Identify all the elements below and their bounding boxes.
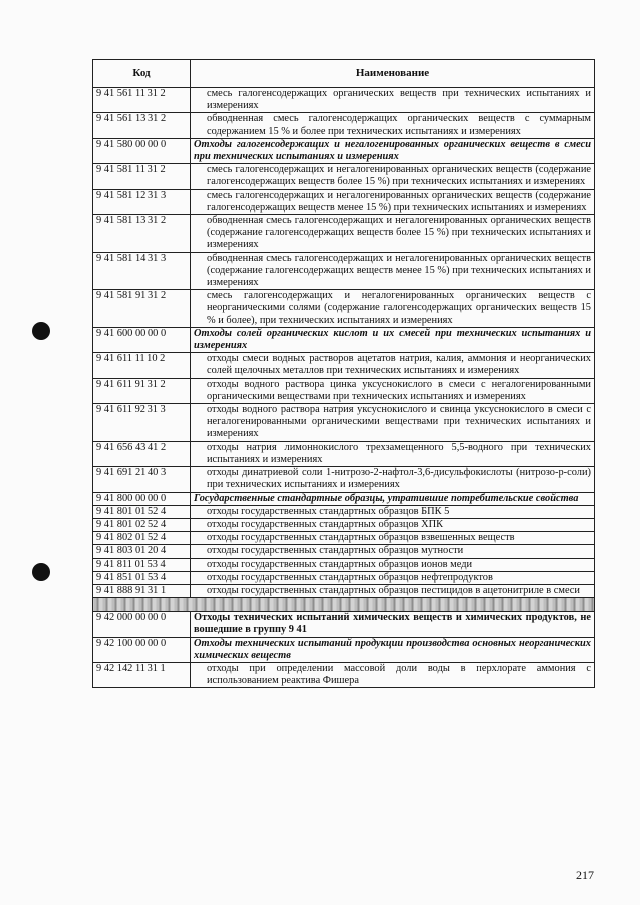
row-code: 9 41 561 11 31 2 bbox=[93, 88, 191, 113]
table-row bbox=[93, 545, 595, 558]
row-name: Отходы технических испытаний продукции производства основных неорганических химических веществ bbox=[191, 637, 595, 662]
row-code: 9 42 100 00 00 0 bbox=[93, 637, 191, 662]
row-code: 9 41 581 12 31 3 bbox=[93, 189, 191, 214]
scan-artifact-cell bbox=[93, 598, 595, 612]
page-number: 217 bbox=[576, 868, 594, 882]
row-name: отходы динатриевой соли 1-нитрозо-2-нафтол-3,6-дисульфокислоты (нитрозо-р-соли) при технических испытаниях и измерениях bbox=[191, 467, 595, 492]
scan-artifact-band bbox=[93, 598, 595, 612]
row-name: обводненная смесь галогенсодержащих и негалогенированных органических веществ (содержание галогенсодержащих веществ менее 15 %) при технических испытаниях и измерениях bbox=[191, 252, 595, 290]
table-row bbox=[93, 113, 595, 138]
column-header-name: Наименование bbox=[191, 60, 595, 88]
table-row bbox=[93, 467, 595, 492]
row-code: 9 41 802 01 52 4 bbox=[93, 532, 191, 545]
row-code: 9 41 580 00 00 0 bbox=[93, 138, 191, 163]
table-row bbox=[93, 404, 595, 442]
table-row bbox=[93, 215, 595, 253]
table-row bbox=[93, 353, 595, 378]
waste-code-table bbox=[92, 59, 595, 688]
punch-hole-mark bbox=[32, 322, 50, 340]
row-name: отходы водного раствора натрия уксуснокислого и свинца уксуснокислого в смеси с негалогенированными органическими веществами при технических испытаниях и измерениях bbox=[191, 404, 595, 442]
row-name: отходы государственных стандартных образцов ХПК bbox=[191, 518, 595, 531]
row-code: 9 42 142 11 31 1 bbox=[93, 662, 191, 687]
row-code: 9 41 888 91 31 1 bbox=[93, 584, 191, 597]
table-row bbox=[93, 505, 595, 518]
row-name: смесь галогенсодержащих и негалогенированных органических веществ (содержание галогенсодержащих веществ менее 15 %) при технических испытаниях и измерениях bbox=[191, 189, 595, 214]
row-code: 9 41 656 43 41 2 bbox=[93, 441, 191, 466]
row-name: обводненная смесь галогенсодержащих и негалогенированных органических веществ (содержание галогенсодержащих веществ более 15 %) при технических испытаниях и измерениях bbox=[191, 215, 595, 253]
row-name: смесь галогенсодержащих органических веществ при технических испытаниях и измерениях bbox=[191, 88, 595, 113]
row-name: Отходы технических испытаний химических веществ и химических продуктов, не вошедшие в группу 9 41 bbox=[191, 612, 595, 637]
row-name: смесь галогенсодержащих и негалогенированных органических веществ с неорганическими солями (содержание галогенсодержащих органических веществ 15 % и более), при технических испытаниях и измерениях bbox=[191, 290, 595, 328]
table-row bbox=[93, 252, 595, 290]
row-name: отходы государственных стандартных образцов нефтепродуктов bbox=[191, 571, 595, 584]
row-code: 9 41 811 01 53 4 bbox=[93, 558, 191, 571]
row-name: отходы водного раствора цинка уксуснокислого в смеси с негалогенированными органическими веществами при технических испытаниях и измерениях bbox=[191, 378, 595, 403]
table-row bbox=[93, 637, 595, 662]
table-row bbox=[93, 558, 595, 571]
table-body bbox=[93, 88, 595, 688]
row-name: отходы государственных стандартных образцов ионов меди bbox=[191, 558, 595, 571]
row-code: 9 41 611 11 10 2 bbox=[93, 353, 191, 378]
row-name: отходы смеси водных растворов ацетатов натрия, калия, аммония и неорганических солей щелочных металлов при технических испытаниях и измерениях bbox=[191, 353, 595, 378]
table-row bbox=[93, 662, 595, 687]
table-row bbox=[93, 88, 595, 113]
table-header-row bbox=[93, 60, 595, 88]
column-header-code: Код bbox=[93, 60, 191, 88]
table-row bbox=[93, 584, 595, 597]
row-code: 9 41 611 91 31 2 bbox=[93, 378, 191, 403]
row-name: отходы государственных стандартных образцов пестицидов в ацетонитриле в смеси bbox=[191, 584, 595, 597]
row-code: 9 41 581 11 31 2 bbox=[93, 164, 191, 189]
row-name: Отходы галогенсодержащих и негалогенированных органических веществ в смеси при технических испытаниях и измерениях bbox=[191, 138, 595, 163]
row-code: 9 41 851 01 53 4 bbox=[93, 571, 191, 584]
row-code: 9 41 561 13 31 2 bbox=[93, 113, 191, 138]
row-code: 9 41 801 01 52 4 bbox=[93, 505, 191, 518]
row-name: Государственные стандартные образцы, утратившие потребительские свойства bbox=[191, 492, 595, 505]
table-row bbox=[93, 441, 595, 466]
row-code: 9 41 801 02 52 4 bbox=[93, 518, 191, 531]
table-row bbox=[93, 164, 595, 189]
row-name: обводненная смесь галогенсодержащих органических веществ с суммарным содержанием 15 % и более при технических испытаниях и измерениях bbox=[191, 113, 595, 138]
table-row bbox=[93, 532, 595, 545]
row-code: 9 41 691 21 40 3 bbox=[93, 467, 191, 492]
row-name: смесь галогенсодержащих и негалогенированных органических веществ (содержание галогенсодержащих веществ более 15 %) при технических испытаниях и измерениях bbox=[191, 164, 595, 189]
row-name: отходы государственных стандартных образцов мутности bbox=[191, 545, 595, 558]
table-row bbox=[93, 571, 595, 584]
row-code: 9 42 000 00 00 0 bbox=[93, 612, 191, 637]
punch-hole-mark bbox=[32, 563, 50, 581]
row-name: отходы государственных стандартных образцов БПК 5 bbox=[191, 505, 595, 518]
table-row bbox=[93, 492, 595, 505]
row-name: отходы государственных стандартных образцов взвешенных веществ bbox=[191, 532, 595, 545]
row-code: 9 41 611 92 31 3 bbox=[93, 404, 191, 442]
row-name: отходы натрия лимоннокислого трехзамещенного 5,5-водного при технических испытаниях и измерениях bbox=[191, 441, 595, 466]
row-code: 9 41 600 00 00 0 bbox=[93, 327, 191, 352]
row-code: 9 41 581 91 31 2 bbox=[93, 290, 191, 328]
table-row bbox=[93, 518, 595, 531]
table-row bbox=[93, 612, 595, 637]
table-row bbox=[93, 290, 595, 328]
table-row bbox=[93, 378, 595, 403]
row-name: отходы при определении массовой доли воды в перхлорате аммония с использованием реактива Фишера bbox=[191, 662, 595, 687]
table-row bbox=[93, 189, 595, 214]
row-code: 9 41 581 14 31 3 bbox=[93, 252, 191, 290]
row-code: 9 41 800 00 00 0 bbox=[93, 492, 191, 505]
table-row bbox=[93, 138, 595, 163]
row-code: 9 41 803 01 20 4 bbox=[93, 545, 191, 558]
table-row bbox=[93, 327, 595, 352]
row-name: Отходы солей органических кислот и их смесей при технических испытаниях и измерениях bbox=[191, 327, 595, 352]
row-code: 9 41 581 13 31 2 bbox=[93, 215, 191, 253]
